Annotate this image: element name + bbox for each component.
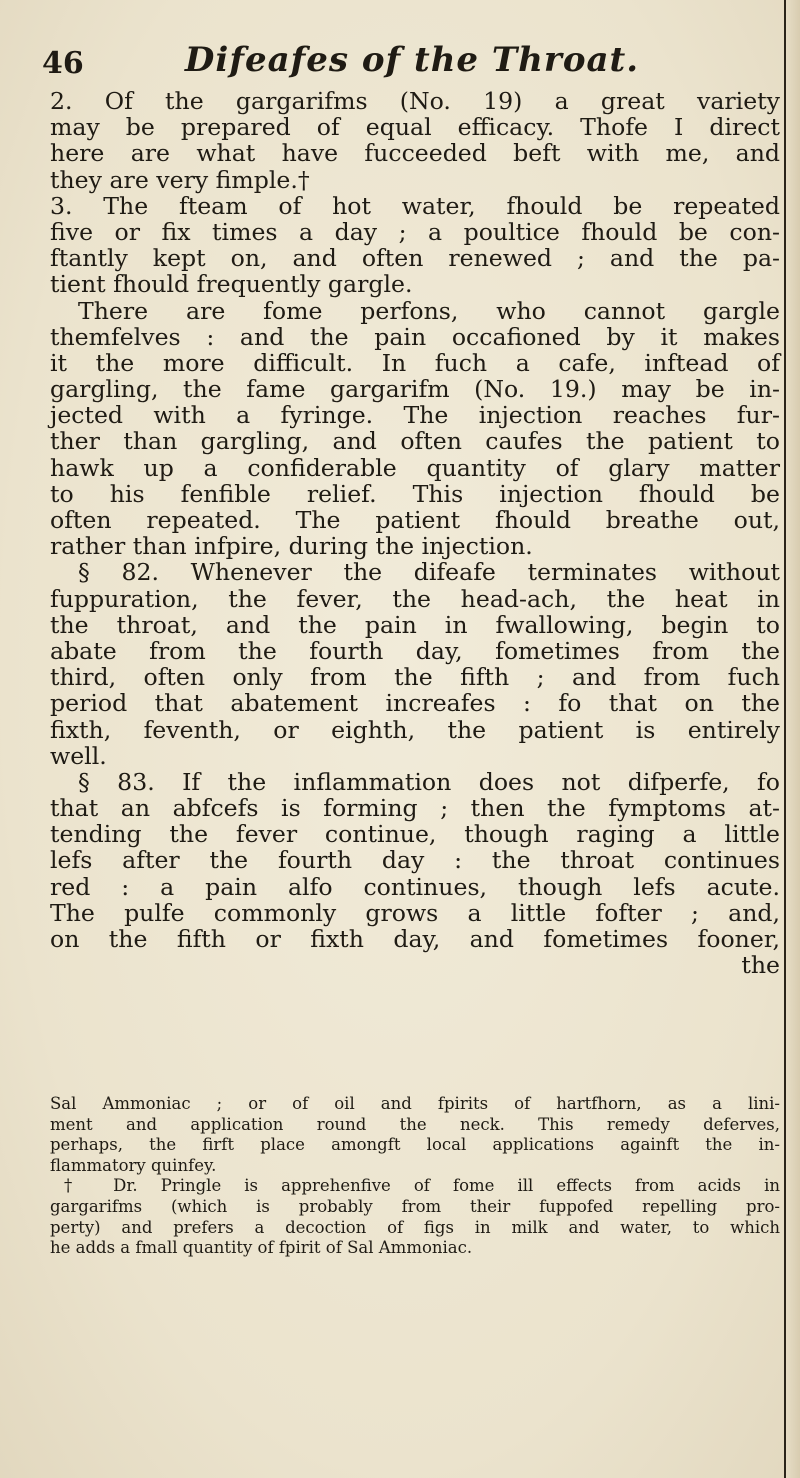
catchword: the xyxy=(741,951,780,980)
body-line: may be prepared of equal efficacy. Thofe I direct xyxy=(50,113,780,142)
body-line: to his fenfible relief. This injection fhould be xyxy=(50,479,780,508)
body-line: red : a pain alfo continues, though lefs acute. xyxy=(50,872,780,901)
body-line: fixth, feventh, or eighth, the patient is entirely xyxy=(50,715,780,744)
body-line: the throat, and the pain in fwallowing, begin to xyxy=(50,610,780,639)
footnote-line: he adds a fmall quantity of fpirit of Sal Ammoniac. xyxy=(50,1238,473,1258)
body-line: on the fifth or fixth day, and fometimes fooner, xyxy=(50,925,780,953)
body-line: § 83. If the inflammation does not difperfe, fo xyxy=(78,767,780,796)
body-line: here are what have fucceeded beft with me, and xyxy=(50,139,780,168)
body-line: rather than infpire, during the injection. xyxy=(50,532,533,561)
footnote-line: † Dr. Pringle is apprehenfive of fome ill effects from acids in xyxy=(64,1176,780,1196)
body-line: hawk up a confiderable quantity of glary matter xyxy=(50,453,780,482)
body-line: ftantly kept on, and often renewed ; and the pa- xyxy=(50,244,780,273)
body-line: five or fix times a day ; a poultice fhould be con- xyxy=(50,217,780,246)
body-line: tient fhould frequently gargle. xyxy=(50,270,413,299)
footnote-line: Sal Ammoniac ; or of oil and fpirits of hartfhorn, as a lini- xyxy=(50,1094,780,1113)
footnote-line: ment and application round the neck. This remedy deferves, xyxy=(50,1114,780,1134)
body-line: that an abfcefs is forming ; then the fymptoms at- xyxy=(50,794,780,823)
body-line: 3. The fteam of hot water, fhould be repeated xyxy=(50,191,780,220)
body-line: 2. Of the gargarifms (No. 19) a great variety xyxy=(50,87,780,115)
footnote-line: perhaps, the firft place amongft local applications againft the in- xyxy=(50,1135,780,1155)
body-line: ther than gargling, and often caufes the patient to xyxy=(50,427,780,456)
body-text xyxy=(50,88,780,978)
body-line: themfelves : and the pain occafioned by it makes xyxy=(50,322,780,351)
footnote-line: perty) and prefers a decoction of figs in milk and water, to which xyxy=(50,1217,780,1237)
body-line: gargling, the fame gargarifm (No. 19.) may be in- xyxy=(50,375,780,404)
body-line: they are very fimple.† xyxy=(50,165,310,194)
body-line: jected with a fyringe. The injection reaches fur- xyxy=(50,401,780,430)
footnote-line: gargarifms (which is probably from their fuppofed repelling pro- xyxy=(50,1196,780,1216)
body-line: period that abatement increafes : fo that on the xyxy=(50,689,780,718)
body-line: § 82. Whenever the difeafe terminates without xyxy=(78,558,780,587)
body-line: often repeated. The patient fhould breathe out, xyxy=(50,506,780,534)
body-line: The pulfe commonly grows a little fofter ; and, xyxy=(50,898,780,927)
body-line: There are fome perfons, who cannot gargle xyxy=(78,296,780,325)
page-edge xyxy=(784,0,800,1478)
body-line: fuppuration, the fever, the head-ach, the heat in xyxy=(50,584,780,613)
body-line: third, often only from the fifth ; and from fuch xyxy=(50,663,780,692)
running-head xyxy=(42,40,782,90)
footnote-line: flammatory quinfey. xyxy=(50,1155,217,1175)
footnotes xyxy=(50,1094,780,1259)
running-title: Difeafes of the Throat. xyxy=(184,40,640,80)
body-line: it the more difficult. In fuch a cafe, inftead of xyxy=(50,348,780,377)
body-line: well. xyxy=(50,741,107,770)
body-line: lefs after the fourth day : the throat continues xyxy=(50,846,780,875)
body-line: abate from the fourth day, fometimes from the xyxy=(50,636,780,665)
page-number: 46 xyxy=(42,46,84,81)
body-line: tending the fever continue, though raging a little xyxy=(50,820,780,849)
